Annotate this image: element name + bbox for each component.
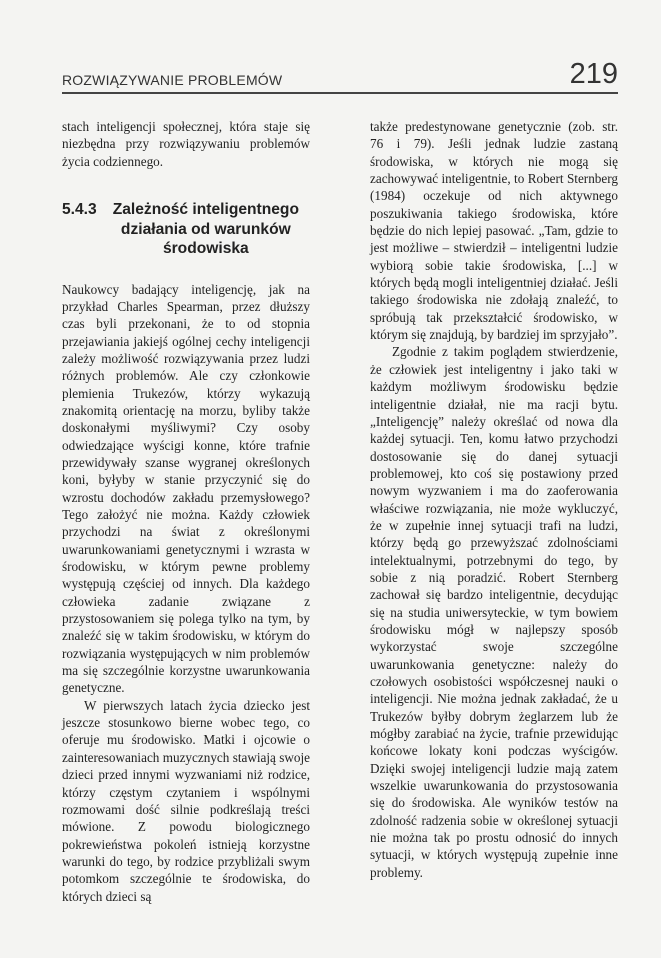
right-paragraph-2: Zgodnie z takim poglądem stwierdzenie, że człowiek jest inteligentny i jako taki w każdym możliwym środowisku będzie inteligentnie działał, nie ma racji bytu. „Inteligencję” należy określać od nowa dla każdej sytuacji. Ten, komu łatwo przychodzi dostosowanie się do danej sytuacji problemowej, kto coś się postawiony przed nowym wyzwaniem i ma do zaoferowania właściwe rozwiązania, nie może wykluczyć, że w zupełnie innej sytuacji trafi na ludzi, którzy będą go przewyższać zdolnościami intelektualnymi, potrzebnymi do tego, by sobie z nią poradzić. Robert Sternberg zachował się bardzo inteligentnie, decydując się na studia uniwersyteckie, w tym bowiem środowisku mógł w najlepszy sposób wykorzystać swoje szczególne uwarunkowania genetyczne: należy do czołowych osobistości współczesnej nauki o inteligencji. Nie można jednak zakładać, że u Trukezów byłby dobrym żeglarzem lub że mógłby zarabiać na życie, trafnie przewidując końcowe lokaty koni podczas wyścigów. Dzięki swojej inteligencji ludzie mają zatem wszelkie uwarunkowania do przystosowania się do środowiska. Ale wyników testów na zdolność radzenia sobie w określonej sytuacji nie można tak po prostu odnosić do innych sytuacji, w których występują zupełnie inne problemy.	[370, 344, 618, 880]
running-title: ROZWIĄZYWANIE PROBLEMÓW	[62, 72, 283, 88]
header-rule	[62, 92, 618, 94]
section-number: 5.4.3	[62, 201, 97, 219]
left-continuation-paragraph: stach inteligencji społecznej, która staje się niezbędna przy rozwiązywaniu problemów życia codziennego.	[62, 119, 310, 169]
page-number: 219	[569, 58, 618, 90]
left-paragraph-1: Naukowcy badający inteligencję, jak na przykład Charles Spearman, przez dłuższy czas byli przekonani, że to od stopnia przejawiania jakiejś ogólnej cechy inteligencji zależy możliwość rozwiązywania przez ludzi różnych problemów. Ale czy członkowie plemienia Trukezów, którzy wykazują znakomitą orientację na morzu, byliby także doskonałymi myśliwymi? Czy osoby odwiedzające wyścigi konne, które trafnie przewidywały szanse wygranej określonych koni, byłyby w stanie przyczynić się do wzrostu dochodów zakładu przemysłowego? Tego założyć nie można. Każdy człowiek przychodzi na świat z określonymi uwarunkowaniami genetycznymi i wzrasta w środowisku, w którym pewne problemy występują częściej od innych. Dla każdego człowieka zadanie związane z przystosowaniem się polega tylko na tym, by znaleźć się w takim środowisku, w którym do rozwiązania występujących w nim problemów ma się szczególnie korzystne uwarunkowania genetyczne.	[62, 281, 310, 696]
page-header	[62, 58, 618, 102]
section-heading	[62, 200, 310, 259]
right-column	[370, 118, 618, 881]
left-column	[62, 118, 310, 905]
left-paragraph-2: W pierwszych latach życia dziecko jest jeszcze stosunkowo bierne wobec tego, co oferuje mu środowisko. Matki i ojcowie o zainteresowaniach muzycznych stawiają swoje dzieci przed innymi wyzwaniami niż rodzice, którzy częstym czytaniem i wspólnymi rozmowami dość silnie podkreślają treści mówione. Z powodu biologicznego pokrewieństwa pokoleń istnieją korzystne warunki do tego, by rodzice przybliżali swym potomkom szczególnie te środowiska, do których dzieci są	[62, 697, 310, 904]
section-title: Zależność inteligentnego działania od warunków środowiska	[112, 201, 299, 258]
right-continuation-paragraph: także predestynowane genetycznie (zob. str. 76 i 79). Jeśli jednak ludzie zastaną środowiska, w których nie mogą się zachowywać inteligentnie, to Robert Sternberg (1984) oczekuje od nich aktywnego poszukiwania takiego środowiska, które będzie do nich lepiej pasować. „Tam, gdzie to jest możliwe – stwierdził – inteligentni ludzie wybiorą sobie takie środowiska, [...] w których będą mogli inteligentniej działać. Jeśli takiego środowiska nie zdołają znaleźć, to spróbują tak przekształcić środowisko, w którym się znajdują, by bardziej im sprzyjało”.	[370, 119, 618, 343]
